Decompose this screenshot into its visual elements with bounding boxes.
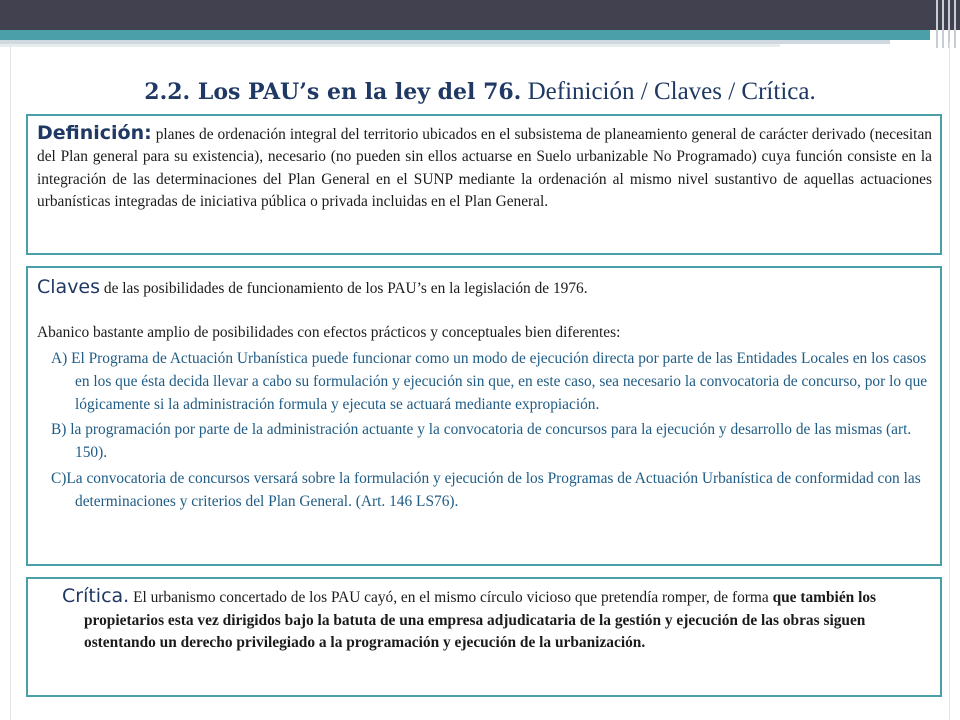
claves-head-text: de las posibilidades de funcionamiento de los PAU’s en la legislación de 1976. xyxy=(100,280,588,297)
claves-item-a: A) El Programa de Actuación Urbanística puede funcionar como un modo de ejecución directa por parte de las Entidades Locales en los casos en los que ésta decida llevar a cabo su formulación y ejecución sin que, en este caso, sea necesario la convocatoria de concurso, por lo que lógicamente si la administración formula y ejecuta se actuará mediante expropiación. xyxy=(51,350,928,413)
slide-title xyxy=(0,78,960,106)
definicion-text: planes de ordenación integral del territorio ubicados en el subsistema de planeamiento general de carácter derivado (necesitan del Plan general para su existencia), necesario (no pueden sin ellos actuarse en Suelo urbanizable No Programado) cuya función consiste en la integración de las determinaciones del Plan General en el SUNP mediante la ordenación al mismo nivel sustantivo de aquellas actuaciones urbanísticas integradas de iniciativa pública o privada incluidas en el Plan General. xyxy=(37,126,932,211)
definicion-paragraph xyxy=(37,122,932,214)
critica-paragraph xyxy=(48,585,920,655)
claves-intro: Abanico bastante amplio de posibilidades con efectos prácticos y conceptuales bien diferentes: xyxy=(37,324,621,341)
claves-item-b: B) la programación por parte de la administración actuante y la convocatoria de concursos para la ejecución y desarrollo de las mismas (art. 150). xyxy=(51,421,912,462)
slide-frame-right xyxy=(949,42,950,720)
definicion-lead: Definición: xyxy=(37,122,152,144)
definicion-box xyxy=(26,114,942,255)
slide-frame-left xyxy=(10,42,11,720)
critica-box xyxy=(26,577,942,697)
critica-lead: Crítica. xyxy=(62,585,130,607)
header-stripe-faint xyxy=(0,44,780,47)
claves-item-c: C)La convocatoria de concursos versará sobre la formulación y ejecución de los Programas de Actuación Urbanística de conformidad con las determinaciones y criterios del Plan General. (Art. 146 LS76). xyxy=(51,469,921,510)
critica-bold-text: que también los propietarios esta vez dirigidos bajo la batuta de una empresa adjudicataria de la gestión y ejecución de las obras siguen ostentando un derecho privilegiado a la programación y ejecución de la urbanización. xyxy=(84,589,877,651)
claves-heading xyxy=(37,274,932,302)
slide-title-bold: 2.2. Los PAU’s en la ley del 76. xyxy=(144,79,522,105)
decorative-vertical-bars xyxy=(930,0,960,48)
slide-title-rest: Definición / Claves / Crítica. xyxy=(521,78,816,105)
claves-box xyxy=(26,266,942,566)
critica-text: El urbanismo concertado de los PAU cayó, en el mismo círculo vicioso que pretendía romper, de forma xyxy=(129,589,773,606)
header-bar xyxy=(0,0,960,30)
header-stripe xyxy=(0,30,930,40)
claves-lead: Claves xyxy=(37,276,101,298)
